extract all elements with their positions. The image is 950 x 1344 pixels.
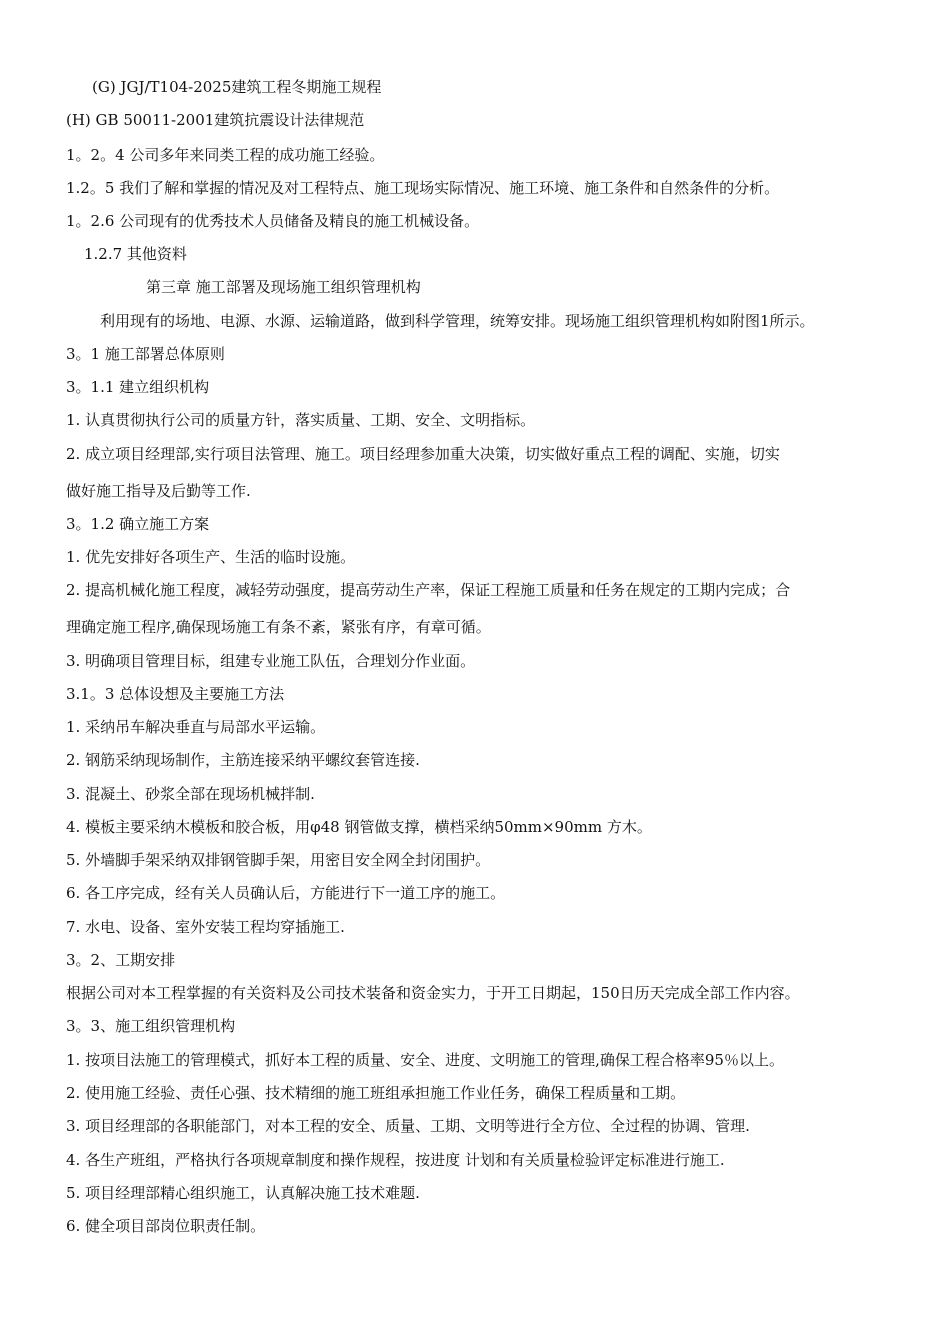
section-heading-3-1-3: 3.1。3 总体设想及主要施工方法 [66,685,285,703]
list-item: 7. 水电、设备、室外安装工程均穿插施工. [66,918,345,936]
basis-item-1-2-7: 1.2.7 其他资料 [84,245,187,263]
list-item: 2. 钢筋采纳现场制作，主筋连接采纳平螺纹套管连接. [66,751,420,769]
section-heading-3-2: 3。2、工期安排 [66,951,176,969]
list-item: 1. 按项目法施工的管理模式，抓好本工程的质量、安全、进度、文明施工的管理,确保工程合格率95％以上。 [66,1051,784,1069]
section-heading-3-3: 3。3、施工组织管理机构 [66,1017,236,1035]
list-item: 5. 外墙脚手架采纳双排钢管脚手架，用密目安全网全封闭围护。 [66,851,491,869]
intro-paragraph: 利用现有的场地、电源、水源、运输道路，做到科学管理，统筹安排。现场施工组织管理机构如附图1所示。 [100,312,815,330]
list-item: 1. 优先安排好各项生产、生活的临时设施。 [66,548,356,566]
basis-item-1-2-4: 1。2。4 公司多年来同类工程的成功施工经验。 [66,146,385,164]
list-item: 3. 项目经理部的各职能部门，对本工程的安全、质量、工期、文明等进行全方位、全过程的协调、管理. [66,1117,750,1135]
reference-item-g: (G) JGJ/T104-2025建筑工程冬期施工规程 [92,78,382,96]
schedule-paragraph: 根据公司对本工程掌握的有关资料及公司技术装备和资金实力，于开工日期起，150日历天完成全部工作内容。 [66,984,800,1002]
reference-item-h: (H) GB 50011-2001建筑抗震设计法律规范 [66,111,365,129]
section-heading-3-1-1: 3。1.1 建立组织机构 [66,378,210,396]
list-item-continuation: 做好施工指导及后勤等工作. [66,482,251,500]
list-item: 2. 使用施工经验、责任心强、技术精细的施工班组承担施工作业任务，确保工程质量和工期。 [66,1084,686,1102]
list-item: 1. 认真贯彻执行公司的质量方针，落实质量、工期、安全、文明指标。 [66,411,536,429]
basis-item-1-2-5: 1.2。5 我们了解和掌握的情况及对工程特点、施工现场实际情况、施工环境、施工条件和自然条件的分析。 [66,179,780,197]
list-item: 6. 各工序完成，经有关人员确认后，方能进行下一道工序的施工。 [66,884,506,902]
chapter-title: 第三章 施工部署及现场施工组织管理机构 [146,278,421,296]
list-item: 1. 采纳吊车解决垂直与局部水平运输。 [66,718,326,736]
list-item-continuation: 理确定施工程序,确保现场施工有条不紊，紧张有序，有章可循。 [66,618,491,636]
list-item: 2. 提高机械化施工程度，减轻劳动强度，提高劳动生产率，保证工程施工质量和任务在规定的工期内完成；合 [66,581,791,599]
basis-item-1-2-6: 1。2.6 公司现有的优秀技术人员储备及精良的施工机械设备。 [66,212,480,230]
section-heading-3-1: 3。1 施工部署总体原则 [66,345,225,363]
list-item: 5. 项目经理部精心组织施工，认真解决施工技术难题. [66,1184,420,1202]
list-item: 3. 混凝土、砂浆全部在现场机械拌制. [66,785,315,803]
list-item: 6. 健全项目部岗位职责任制。 [66,1217,266,1235]
list-item: 4. 各生产班组，严格执行各项规章制度和操作规程，按进度 计划和有关质量检验评定标准进行施工. [66,1151,725,1169]
list-item: 3. 明确项目管理目标，组建专业施工队伍，合理划分作业面。 [66,652,476,670]
list-item: 4. 模板主要采纳木模板和胶合板，用φ48 钢管做支撑，横档采纳50mm×90mm 方木。 [66,818,652,836]
section-heading-3-1-2: 3。1.2 确立施工方案 [66,515,210,533]
list-item: 2. 成立项目经理部,实行项目法管理、施工。项目经理参加重大决策，切实做好重点工程的调配、实施，切实 [66,445,780,463]
